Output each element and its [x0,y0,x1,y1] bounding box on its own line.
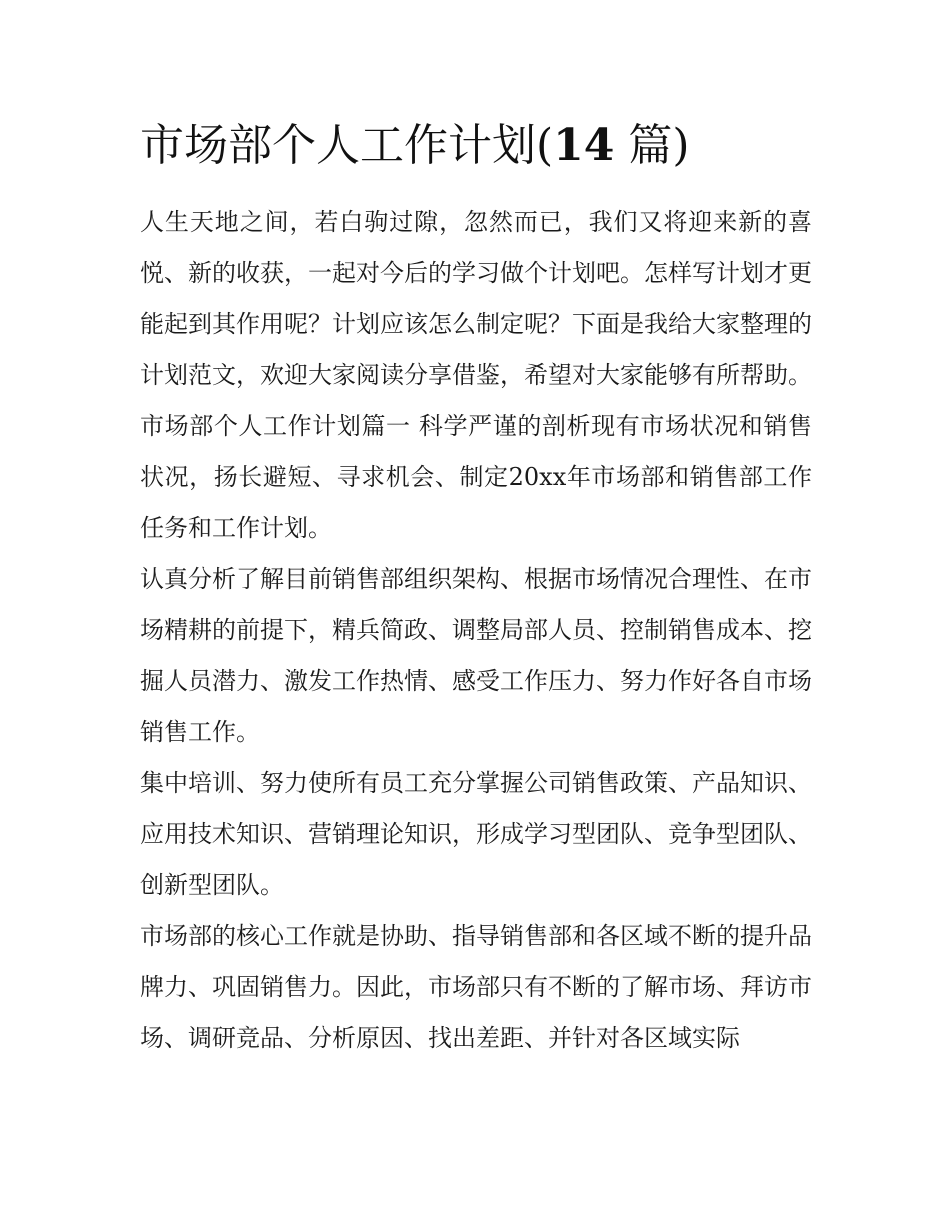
title-prefix: 市场部个人工作计划( [140,120,554,171]
title-suffix: 篇) [614,120,690,171]
plan-one-paragraph: 市场部个人工作计划篇一 科学严谨的剖析现有市场状况和销售状况，扬长避短、寻求机会、制定20xx年市场部和销售部工作任务和工作计划。 [140,412,812,542]
market-core-paragraph: 市场部的核心工作就是协助、指导销售部和各区域不断的提升品牌力、巩固销售力。因此，市场部只有不断的了解市场、拜访市场、调研竞品、分析原因、找出差距、并针对各区域实际 [140,922,812,1052]
training-paragraph: 集中培训、努力使所有员工充分掌握公司销售政策、产品知识、应用技术知识、营销理论知识，形成学习型团队、竞争型团队、创新型团队。 [140,769,812,899]
intro-paragraph: 人生天地之间，若白驹过隙，忽然而已，我们又将迎来新的喜悦、新的收获，一起对今后的学习做个计划吧。怎样写计划才更能起到其作用呢？计划应该怎么制定呢？下面是我给大家整理的计划范文，欢迎大家阅读分享借鉴，希望对大家能够有所帮助。 [140,208,812,389]
document-body [140,197,812,1064]
title-count: 14 [553,120,615,171]
sales-structure-paragraph: 认真分析了解目前销售部组织架构、根据市场情况合理性、在市场精耕的前提下，精兵简政、调整局部人员、控制销售成本、挖掘人员潜力、激发工作热情、感受工作压力、努力作好各自市场销售工作。 [140,565,812,746]
document-title [140,112,840,180]
